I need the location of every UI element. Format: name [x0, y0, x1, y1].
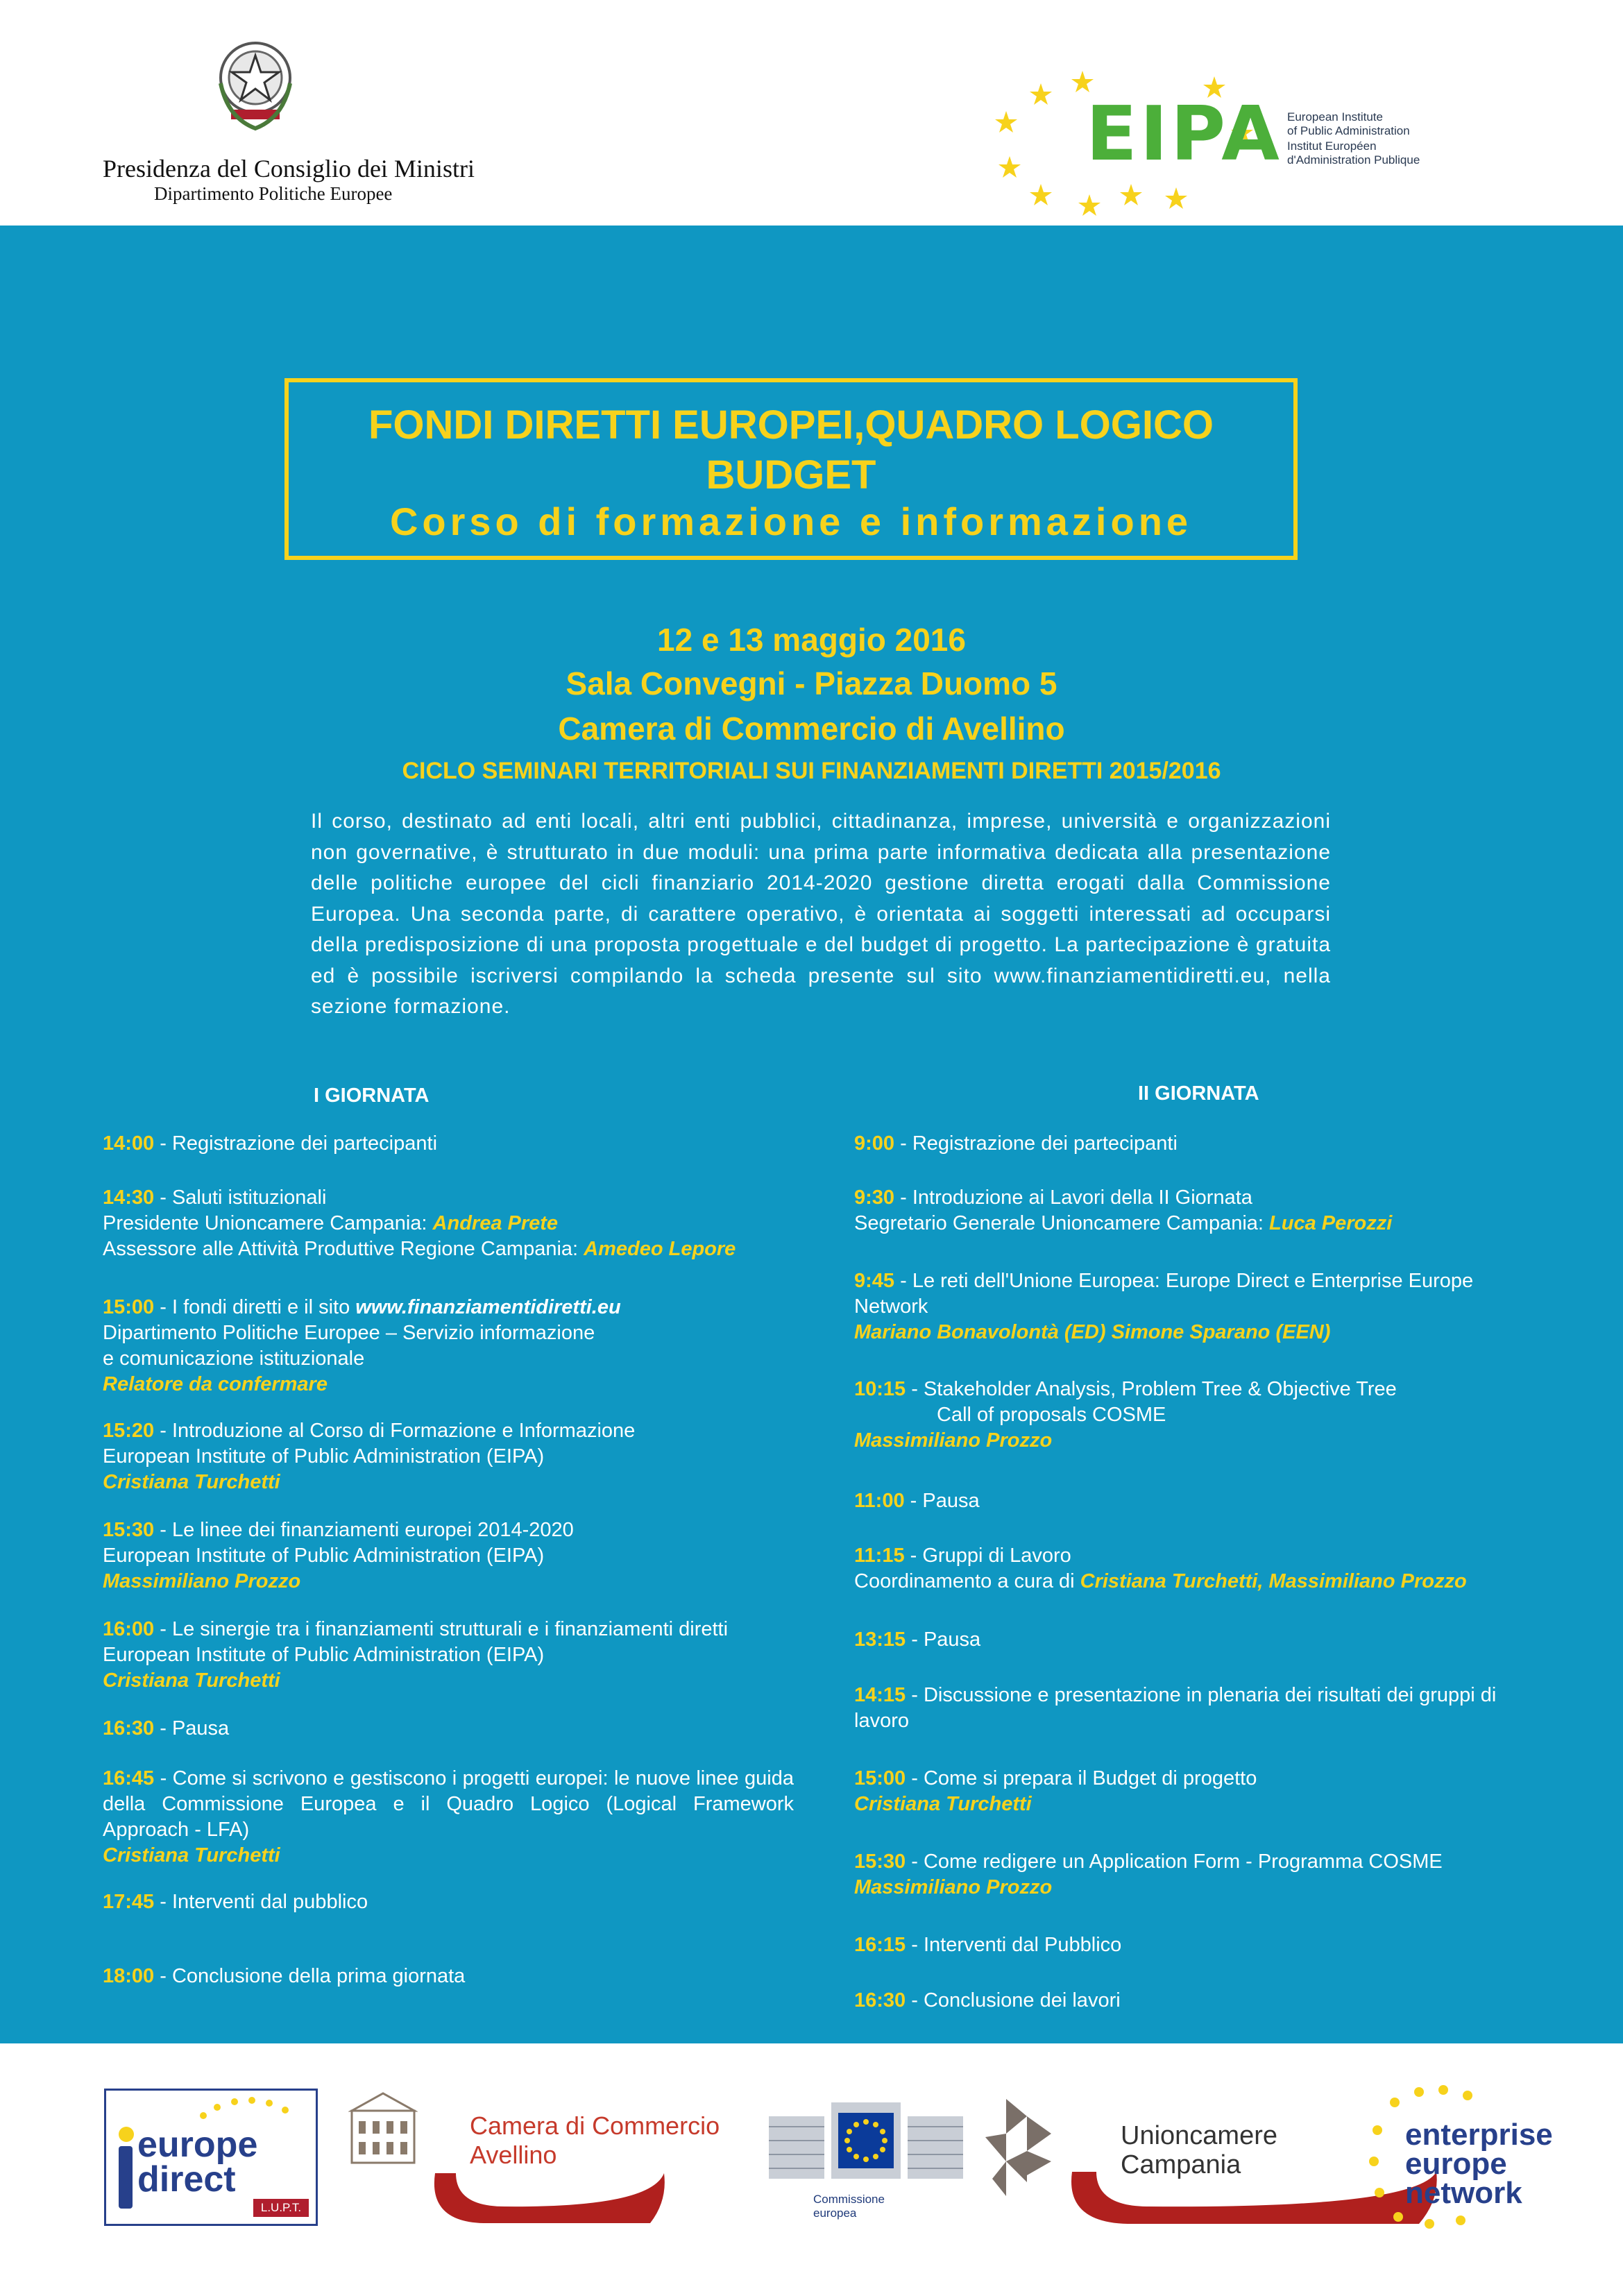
enterprise-europe-network-logo — [1367, 2082, 1561, 2231]
event-host: Camera di Commercio di Avellino — [558, 711, 1065, 747]
day1-entry-3: 15:00 - I fondi diretti e il sito www.finanziamentidiretti.eu Dipartimento Politiche Europee – Servizio informazione e comunicazione istituzionale Relatore da confermare — [103, 1295, 621, 1397]
red-swoosh-icon — [428, 2159, 671, 2229]
event-venue: Sala Convegni - Piazza Duomo 5 — [566, 665, 1057, 701]
eu-stars-icon — [196, 2096, 294, 2124]
speaker: Massimiliano Prozzo — [103, 1570, 301, 1592]
day1-entry-2: 14:30 - Saluti istituzionali Presidente Unioncamere Campania: Andrea Prete Assessore alle Attività Produttive Regione Campania: Amedeo Lepore — [103, 1187, 736, 1260]
speaker: Relatore da confermare — [103, 1373, 328, 1395]
entry-time: 11:00 — [854, 1490, 905, 1512]
day2-entry-10: 15:30 - Come redigere un Application Form - Programma COSME Massimiliano Prozzo — [854, 1849, 1443, 1900]
entry-time: 16:15 — [854, 1934, 906, 1956]
camera-commercio-line-2: Avellino — [470, 2141, 557, 2169]
speaker: Amedeo Lepore — [584, 1238, 736, 1260]
day2-entry-4: 10:15 - Stakeholder Analysis, Problem Tree & Objective Tree Call of proposals COSME Massimiliano Prozzo — [854, 1377, 1397, 1454]
header — [0, 0, 1623, 226]
eipa-line-4: d'Administration Publique — [1287, 153, 1420, 167]
day1-entry-9: 17:45 - Interventi dal pubblico — [103, 1891, 368, 1913]
entry-time: 9:30 — [854, 1187, 895, 1209]
org-title: Presidenza del Consiglio dei Ministri — [103, 155, 475, 182]
speaker: Cristiana Turchetti — [103, 1669, 280, 1692]
entry-time: 15:30 — [854, 1851, 906, 1873]
entry-time: 16:45 — [103, 1767, 155, 1789]
entry-text: Interventi dal pubblico — [171, 1891, 368, 1913]
entry-text: Come redigere un Application Form - Programma COSME — [923, 1851, 1443, 1873]
entry-time: 15:30 — [103, 1519, 155, 1541]
entry-time: 14:30 — [103, 1187, 155, 1209]
speaker: Luca Perozzi — [1269, 1212, 1393, 1234]
commission-line-1: Commissione — [813, 2193, 885, 2206]
entry-time: 18:00 — [103, 1965, 155, 1987]
speaker: Mariano Bonavolontà (ED) Simone Sparano (EEN) — [854, 1321, 1331, 1343]
lupt-badge: L.U.P.T. — [253, 2199, 309, 2217]
day1-entry-4: 15:20 - Introduzione al Corso di Formazione e Informazione European Institute of Public Administration (EIPA) Cristiana Turchetti — [103, 1418, 635, 1495]
day2-entry-7: 13:15 - Pausa — [854, 1629, 981, 1651]
title-box — [284, 378, 1298, 560]
entry-time: 16:30 — [854, 1989, 906, 2012]
berlaymont-icon — [769, 2089, 963, 2186]
entry-time: 14:00 — [103, 1132, 155, 1155]
entry-text: Introduzione al Corso di Formazione e Informazione — [171, 1420, 636, 1442]
speaker: Cristiana Turchetti, Massimiliano Prozzo — [1080, 1570, 1467, 1592]
een-line-2: europe — [1405, 2147, 1507, 2181]
day2-entry-5: 11:00 - Pausa — [854, 1490, 980, 1512]
entry-text: Conclusione dei lavori — [923, 1989, 1121, 2012]
day1-entry-1: 14:00 - Registrazione dei partecipanti — [103, 1132, 438, 1155]
entry-text: Come si prepara il Budget di progetto — [923, 1767, 1257, 1789]
unioncamere-line-2: Campania — [1121, 2150, 1241, 2179]
camera-commercio-line-1: Camera di Commercio — [470, 2111, 720, 2140]
entry-time: 9:00 — [854, 1132, 895, 1155]
entry-text: Registrazione dei partecipanti — [912, 1132, 1178, 1155]
eipa-line-3: Institut Européen — [1287, 139, 1377, 153]
title-line-2: BUDGET — [706, 452, 876, 498]
day2-entry-9: 15:00 - Come si prepara il Budget di progetto Cristiana Turchetti — [854, 1766, 1257, 1817]
eipa-line-1: European Institute — [1287, 110, 1383, 124]
title-line-3: Corso di formazione e informazione — [389, 500, 1193, 543]
speaker: Andrea Prete — [432, 1212, 559, 1234]
event-date: 12 e 13 maggio 2016 — [657, 622, 966, 658]
entry-text: Pausa — [171, 1717, 230, 1740]
day2-entry-11: 16:15 - Interventi dal Pubblico — [854, 1934, 1122, 1956]
entry-text: Introduzione ai Lavori della II Giornata — [912, 1187, 1252, 1209]
entry-time: 14:15 — [854, 1684, 906, 1706]
europe-direct-mark-icon — [119, 2146, 133, 2209]
europe-direct-line-1: europe — [137, 2125, 258, 2165]
entry-text: Come si scrivono e gestiscono i progetti europei: le nuove linee guida della Commissione Europea e il Quadro Logico (Logical Framework Approach - LFA) — [103, 1767, 794, 1841]
day1-entry-8: 16:45 - Come si scrivono e gestiscono i progetti europei: le nuove linee guida della Commissione Europea e il Quadro Logico (Logical Framework Approach - LFA) Cristiana Turchetti — [103, 1766, 794, 1869]
day2-entry-3: 9:45 - Le reti dell'Unione Europea: Europe Direct e Enterprise Europe Network Mariano Bonavolontà (ED) Simone Sparano (EEN) — [854, 1268, 1548, 1345]
intro-paragraph: Il corso, destinato ad enti locali, altri enti pubblici, cittadinanza, imprese, università e organizzazioni non governative, è strutturato in due moduli: una prima parte informativa dedicata alla presentazione delle politiche europee del cicli finanziario 2014-2020 gestione diretta erogati dalla Commissione Europea. Una seconda parte, di carattere operativo, è orientata ai soggetti interessati ad occuparsi della predisposizione di una proposta progettuale e del budget di progetto. La partecipazione è gratuita ed è possibile iscriversi compilando la scheda presente sul sito www.finanziamentidiretti.eu, nella sezione formazione. — [311, 810, 1331, 1018]
day2-heading: II GIORNATA — [1138, 1082, 1259, 1105]
entry-time: 16:00 — [103, 1618, 155, 1640]
day1-entry-10: 18:00 - Conclusione della prima giornata — [103, 1965, 466, 1987]
entry-time: 16:30 — [103, 1717, 155, 1740]
entry-text: Stakeholder Analysis, Problem Tree & Objective Tree — [923, 1378, 1397, 1400]
entry-text: Conclusione della prima giornata — [171, 1965, 466, 1987]
entry-time: 15:20 — [103, 1420, 155, 1442]
speaker: Cristiana Turchetti — [854, 1793, 1032, 1815]
day2-entry-6: 11:15 - Gruppi di Lavoro Coordinamento a cura di Cristiana Turchetti, Massimiliano Prozzo — [854, 1545, 1467, 1592]
een-line-3: network — [1405, 2176, 1522, 2210]
entry-text: Gruppi di Lavoro — [922, 1545, 1071, 1567]
entry-time: 15:00 — [854, 1767, 906, 1789]
day2-entry-12: 16:30 - Conclusione dei lavori — [854, 1989, 1121, 2012]
day1-entry-6: 16:00 - Le sinergie tra i finanziamenti strutturali e i finanziamenti diretti European Institute of Public Administration (EIPA) Cristiana Turchetti — [103, 1617, 728, 1694]
camera-commercio-logo — [348, 2090, 720, 2229]
speaker: Massimiliano Prozzo — [854, 1876, 1053, 1898]
palace-icon — [348, 2090, 418, 2166]
day1-entry-7: 16:30 - Pausa — [103, 1717, 230, 1740]
day2-entry-8: 14:15 - Discussione e presentazione in plenaria dei risultati dei gruppi di lavoro — [854, 1684, 1497, 1732]
unioncamere-mark-icon — [985, 2099, 1062, 2196]
entry-text: Discussione e presentazione in plenaria dei risultati dei gruppi di lavoro — [854, 1684, 1497, 1732]
entry-text: Interventi dal Pubblico — [923, 1934, 1122, 1956]
entry-text: I fondi diretti e il sito — [171, 1296, 356, 1318]
entry-time: 17:45 — [103, 1891, 155, 1913]
italian-republic-emblem-icon — [214, 35, 297, 139]
entry-time: 15:00 — [103, 1296, 155, 1318]
day1-heading: I GIORNATA — [314, 1085, 430, 1107]
entry-text: Le reti dell'Unione Europea: Europe Direct e Enterprise Europe Network — [854, 1270, 1474, 1318]
site-link[interactable]: www.finanziamentidiretti.eu — [355, 1296, 621, 1318]
org-subtitle: Dipartimento Politiche Europee — [154, 183, 393, 204]
entry-time: 13:15 — [854, 1629, 906, 1651]
event-cycle: CICLO SEMINARI TERRITORIALI SUI FINANZIAMENTI DIRETTI 2015/2016 — [402, 758, 1221, 784]
eipa-logo: EIPA — [1086, 91, 1282, 178]
speaker: Cristiana Turchetti — [103, 1844, 280, 1866]
european-commission-logo — [769, 2089, 970, 2226]
title-line-1: FONDI DIRETTI EUROPEI,QUADRO LOGICO — [368, 402, 1214, 448]
entry-time: 9:45 — [854, 1270, 895, 1292]
entry-time: 11:15 — [854, 1545, 905, 1567]
entry-text: Registrazione dei partecipanti — [171, 1132, 438, 1155]
entry-text: Pausa — [923, 1629, 981, 1651]
speaker: Massimiliano Prozzo — [854, 1429, 1053, 1452]
een-line-1: enterprise — [1405, 2118, 1553, 2152]
commission-line-2: europea — [813, 2206, 857, 2220]
europe-direct-logo — [104, 2089, 318, 2226]
day2-entry-1: 9:00 - Registrazione dei partecipanti — [854, 1132, 1178, 1155]
europe-direct-line-2: direct — [137, 2159, 236, 2200]
entry-text: Pausa — [922, 1490, 980, 1512]
europe-direct-dot-icon — [119, 2127, 134, 2142]
speaker: Cristiana Turchetti — [103, 1471, 280, 1493]
day1-entry-5: 15:30 - Le linee dei finanziamenti europei 2014-2020 European Institute of Public Administration (EIPA) Massimiliano Prozzo — [103, 1517, 574, 1595]
entry-text: Le sinergie tra i finanziamenti strutturali e i finanziamenti diretti — [171, 1618, 729, 1640]
entry-time: 10:15 — [854, 1378, 906, 1400]
entry-text: Le linee dei finanziamenti europei 2014-2020 — [171, 1519, 574, 1541]
day2-entry-2: 9:30 - Introduzione ai Lavori della II Giornata Segretario Generale Unioncamere Campania: Luca Perozzi — [854, 1187, 1393, 1234]
unioncamere-line-1: Unioncamere — [1121, 2121, 1277, 2150]
eipa-line-2: of Public Administration — [1287, 124, 1410, 137]
entry-text: Saluti istituzionali — [171, 1187, 327, 1209]
